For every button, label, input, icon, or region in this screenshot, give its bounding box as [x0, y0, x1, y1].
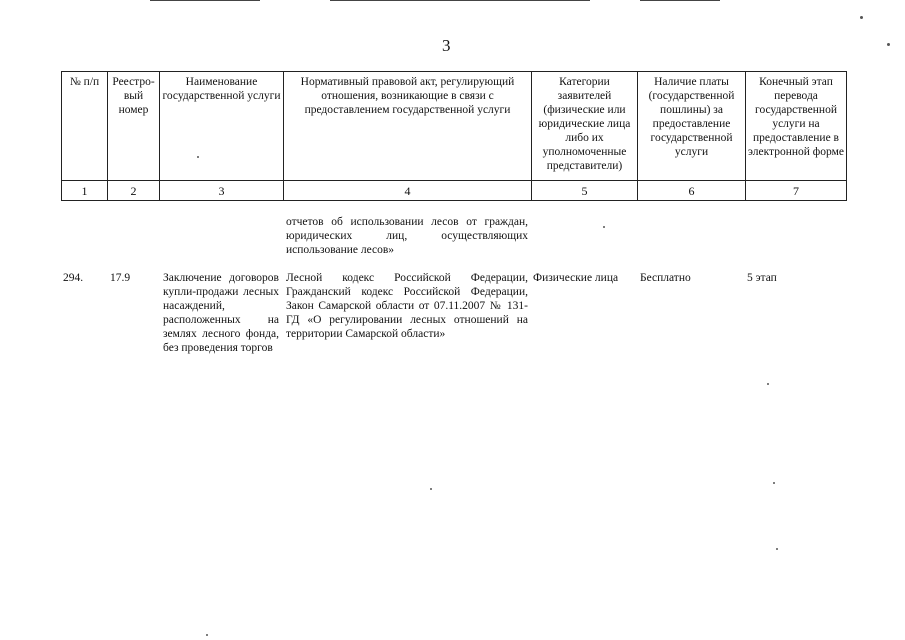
column-header: Реестро-вый номер [108, 72, 160, 181]
column-header: Категории заявителей (физические или юридические лица либо их уполномоченные представители) [532, 72, 638, 181]
scan-speck [206, 634, 208, 636]
scan-speck [197, 156, 199, 158]
column-header: № п/п [62, 72, 108, 181]
registry-number: 17.9 [110, 272, 131, 284]
applicant-category: Физические лица [533, 272, 619, 284]
final-stage: 5 этап [747, 272, 777, 284]
scan-edge-line [330, 0, 590, 1]
column-header: Нормативный правовой акт, регулирующий отношения, возникающие в связи с предоставлением государственной услуги [284, 72, 532, 181]
scan-speck [603, 226, 605, 228]
row-number: 294. [63, 272, 84, 284]
page-number: 3 [442, 36, 451, 55]
scan-speck [776, 548, 778, 550]
column-header: Наличие платы (государственной пошлины) за предоставление государственной услуги [638, 72, 746, 181]
header-row [62, 72, 847, 181]
scan-speck [773, 482, 775, 484]
scan-edge-line [640, 0, 720, 1]
scan-speck [767, 383, 769, 385]
column-header: Наименование государственной услуги [160, 72, 284, 181]
column-number: 5 [532, 181, 638, 201]
column-header: Конечный этап перевода государственной услуги на предоставление в электронной форме [746, 72, 847, 181]
column-number: 1 [62, 181, 108, 201]
column-number-row [62, 181, 847, 201]
column-number: 3 [160, 181, 284, 201]
continuation-legal-act: отчетов об использовании лесов от граждан, юридических лиц, осуществляющих использование лесов» [286, 216, 528, 256]
column-number: 2 [108, 181, 160, 201]
fee: Бесплатно [640, 272, 691, 284]
legal-act: Лесной кодекс Российской Федерации, Гражданский кодекс Российской Федерации, Закон Самарской области от 07.11.2007 № 131-ГД «О регулировании лесных отношений на территории Самарской области» [286, 272, 528, 340]
table-header [61, 71, 847, 201]
scan-speck [887, 43, 890, 46]
column-number: 6 [638, 181, 746, 201]
scan-edge-line [150, 0, 260, 1]
scan-speck [430, 488, 432, 490]
service-name: Заключение договоров купли-продажи лесных насаждений, расположенных на землях лесного фонда, без проведения торгов [163, 272, 279, 354]
column-number: 4 [284, 181, 532, 201]
scan-speck [860, 16, 863, 19]
column-number: 7 [746, 181, 847, 201]
